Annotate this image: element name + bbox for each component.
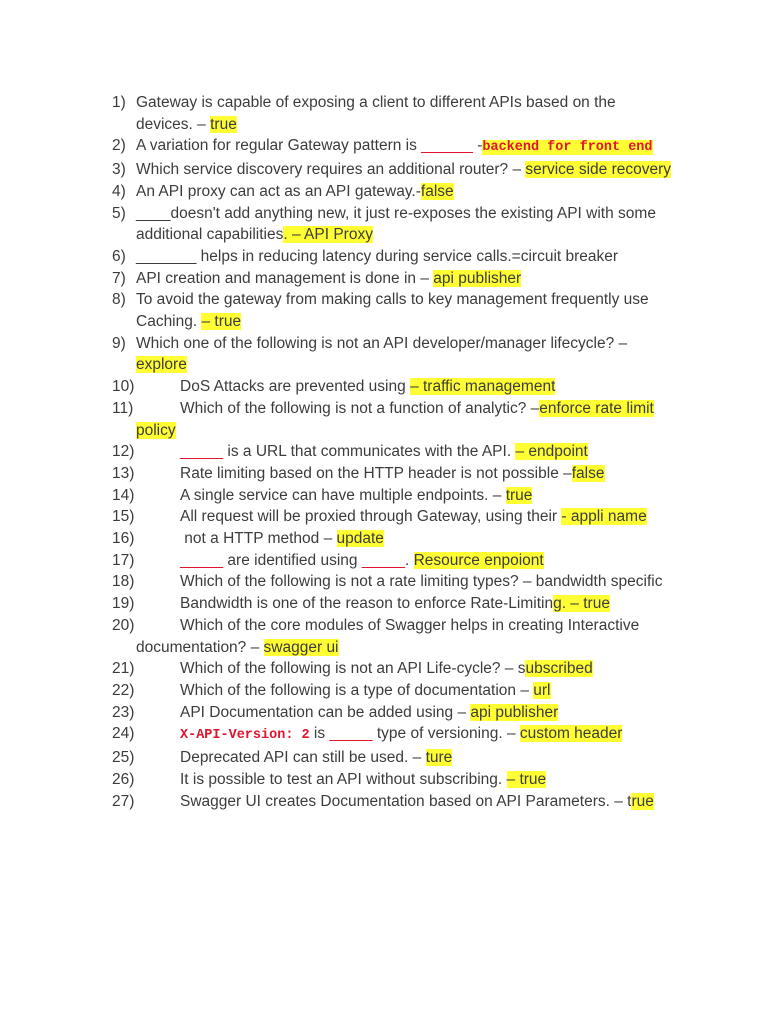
question-text-segment: Which of the core modules of Swagger helps in creating Interactive documentation? – <box>136 616 640 656</box>
question-text-segment: API Documentation can be added using – <box>180 703 471 721</box>
question-text <box>180 595 610 612</box>
question-text <box>180 508 647 525</box>
question-number: 8) <box>112 291 126 309</box>
question-number: 12) <box>112 443 135 461</box>
question-number: 25) <box>112 749 135 767</box>
question-text <box>180 487 532 504</box>
question-item <box>112 92 672 135</box>
question-text <box>136 289 672 332</box>
answer-highlight: api publisher <box>433 269 522 287</box>
question-text-segment: An API proxy can act as an API gateway.- <box>136 182 421 200</box>
question-text <box>136 268 672 290</box>
question-item <box>112 747 672 769</box>
question-text-segment: are identified using <box>223 551 362 569</box>
question-list <box>112 92 672 812</box>
question-text <box>180 552 544 569</box>
question-item <box>112 485 672 507</box>
answer-highlight: backend for front end <box>482 140 653 156</box>
question-text-segment: Which one of the following is not an API developer/manager lifecycle? – <box>136 334 628 352</box>
question-text-segment: ____doesn't add anything new, it just re-exposes the existing API with some additional capabilities <box>136 204 656 244</box>
question-number: 11) <box>112 399 134 417</box>
question-item <box>112 268 672 290</box>
answer-highlight: . – API Proxy <box>283 226 373 244</box>
answer-highlight: url <box>533 681 551 699</box>
question-number: 23) <box>112 703 135 721</box>
question-text <box>180 682 551 699</box>
question-text-segment: _______ helps in reducing latency during service calls.=circuit breaker <box>136 247 619 265</box>
question-item <box>112 702 672 724</box>
question-item <box>112 680 672 702</box>
question-item <box>112 289 672 332</box>
blank-placeholder: _____ <box>329 725 373 743</box>
answer-highlight: enforce rate limit policy <box>136 399 654 439</box>
answer-highlight: api publisher <box>470 703 559 721</box>
question-item <box>112 203 672 246</box>
question-item <box>112 376 672 398</box>
question-text <box>180 465 605 482</box>
question-number: 13) <box>112 464 135 482</box>
question-number: 9) <box>112 334 126 352</box>
question-text-segment: X-API-Version: 2 <box>180 728 310 744</box>
question-text-segment: Deprecated API can still be used. – <box>180 749 426 767</box>
question-number: 2) <box>112 137 126 155</box>
answer-highlight: false <box>420 182 454 200</box>
question-item <box>112 615 672 658</box>
answer-highlight: Resource enpoiont <box>413 551 544 569</box>
question-text-segment: A single service can have multiple endpoints. – <box>180 486 506 504</box>
question-number: 10) <box>112 378 135 396</box>
blank-placeholder: _____ <box>361 551 405 569</box>
question-number: 24) <box>112 725 135 743</box>
question-item <box>112 246 672 268</box>
answer-highlight: explore <box>136 356 187 374</box>
answer-highlight: true <box>210 115 237 133</box>
question-text <box>180 573 662 590</box>
question-number: 21) <box>112 660 135 678</box>
question-text <box>180 725 622 742</box>
question-number: 27) <box>112 792 135 810</box>
question-text <box>136 181 672 203</box>
question-number: 6) <box>112 247 126 265</box>
answer-highlight: - appli name <box>561 508 647 526</box>
question-text <box>136 333 672 376</box>
question-text-segment: It is possible to test an API without subscribing. <box>180 770 507 788</box>
question-item <box>112 791 672 813</box>
question-text-segment: Which of the following is not a function of analytic? – <box>180 399 540 417</box>
answer-highlight: service side recovery <box>525 161 671 179</box>
answer-highlight: ubscribed <box>525 660 593 678</box>
question-item <box>112 135 672 159</box>
question-text-segment: - <box>472 137 483 155</box>
question-text <box>180 443 588 460</box>
question-text <box>136 135 672 159</box>
question-text <box>180 771 546 788</box>
question-item <box>112 550 672 572</box>
answer-highlight: g. – true <box>553 595 610 613</box>
answer-highlight: ture <box>425 749 453 767</box>
question-text-segment: Which of the following is not a rate limiting types? – bandwidth specific <box>180 573 663 591</box>
question-number: 16) <box>112 530 135 548</box>
question-text-segment: Which of the following is a type of documentation – <box>180 681 534 699</box>
answer-highlight: – endpoint <box>515 443 588 461</box>
question-item <box>112 181 672 203</box>
answer-highlight: false <box>571 464 605 482</box>
question-text <box>180 660 593 677</box>
question-text-segment: Bandwidth is one of the reason to enforce Rate-Limitin <box>180 595 554 613</box>
question-text <box>136 92 672 135</box>
question-item <box>112 506 672 528</box>
question-text <box>180 793 654 810</box>
question-number: 15) <box>112 508 135 526</box>
question-text-segment: A variation for regular Gateway pattern is <box>136 137 422 155</box>
question-text-segment: not a HTTP method – <box>180 530 337 548</box>
question-text <box>180 704 558 721</box>
question-text-segment: Which service discovery requires an additional router? – <box>136 161 526 179</box>
question-item <box>112 159 672 181</box>
question-text-segment: Rate limiting based on the HTTP header is not possible – <box>180 464 572 482</box>
question-number: 26) <box>112 770 135 788</box>
question-number: 22) <box>112 681 135 699</box>
question-text-segment: API creation and management is done in – <box>136 269 434 287</box>
answer-highlight: rue <box>631 792 654 810</box>
blank-placeholder: _____ <box>180 551 224 569</box>
question-text-segment: . <box>404 551 414 569</box>
question-item <box>112 658 672 680</box>
question-number: 4) <box>112 182 126 200</box>
question-item <box>112 398 672 441</box>
answer-highlight: – true <box>201 313 242 331</box>
answer-highlight: custom header <box>519 725 623 743</box>
question-text-segment: Swagger UI creates Documentation based on API Parameters. – t <box>180 792 632 810</box>
question-item <box>112 441 672 463</box>
question-number: 17) <box>112 551 135 569</box>
question-text <box>136 400 654 439</box>
question-text <box>180 749 452 766</box>
question-number: 14) <box>112 486 135 504</box>
question-item <box>112 593 672 615</box>
question-item <box>112 723 672 747</box>
question-number: 20) <box>112 616 135 634</box>
question-text-segment: is <box>309 725 330 743</box>
question-text <box>136 246 672 268</box>
question-text-segment: DoS Attacks are prevented using <box>180 378 411 396</box>
question-text-segment: Gateway is capable of exposing a client to different APIs based on the devices. – <box>136 94 616 133</box>
blank-placeholder: _____ <box>180 443 224 461</box>
question-number: 5) <box>112 204 126 222</box>
blank-placeholder: ______ <box>421 137 473 155</box>
question-text <box>136 617 639 656</box>
question-item <box>112 528 672 550</box>
question-text-segment: All request will be proxied through Gateway, using their <box>180 508 562 526</box>
question-text-segment: To avoid the gateway from making calls to key management frequently use Caching. <box>136 291 649 331</box>
question-text-segment: Which of the following is not an API Life-cycle? – s <box>180 660 526 678</box>
question-text <box>136 159 672 181</box>
question-text-segment: is a URL that communicates with the API. <box>223 443 516 461</box>
question-text <box>180 378 555 395</box>
answer-highlight: – true <box>506 770 547 788</box>
answer-highlight: update <box>336 530 384 548</box>
answer-highlight: – traffic management <box>410 378 556 396</box>
question-item <box>112 769 672 791</box>
question-number: 7) <box>112 269 126 287</box>
question-item <box>112 571 672 593</box>
question-number: 19) <box>112 595 135 613</box>
answer-highlight: true <box>505 486 533 504</box>
question-text <box>180 530 384 547</box>
answer-highlight: swagger ui <box>263 638 339 656</box>
question-number: 3) <box>112 161 126 179</box>
question-number: 18) <box>112 573 135 591</box>
question-item <box>112 463 672 485</box>
question-item <box>112 333 672 376</box>
question-number: 1) <box>112 94 126 111</box>
question-text-segment: type of versioning. – <box>372 725 520 743</box>
question-text <box>136 203 672 246</box>
